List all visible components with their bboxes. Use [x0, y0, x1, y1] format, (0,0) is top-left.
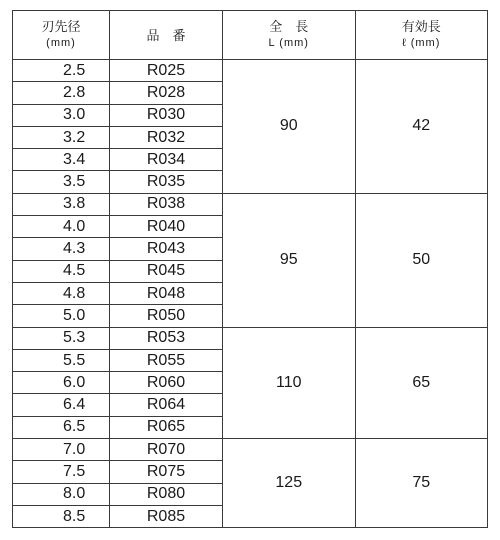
diameter-cell: 2.5 [13, 60, 110, 82]
header-total-length [223, 11, 356, 60]
part-no-cell: R032 [110, 126, 223, 148]
part-no-cell: R043 [110, 238, 223, 260]
table-row [13, 327, 488, 349]
diameter-cell: 3.0 [13, 104, 110, 126]
table-row [13, 439, 488, 461]
part-no-cell: R034 [110, 149, 223, 171]
part-no-cell: R040 [110, 216, 223, 238]
diameter-cell: 2.8 [13, 82, 110, 104]
total-length-cell: 95 [223, 193, 356, 327]
part-no-cell: R028 [110, 82, 223, 104]
table-row [13, 60, 488, 82]
part-no-cell: R065 [110, 416, 223, 438]
diameter-cell: 4.5 [13, 260, 110, 282]
effective-length-cell: 65 [355, 327, 488, 438]
header-part-no [110, 11, 223, 60]
part-no-cell: R055 [110, 349, 223, 371]
diameter-cell: 6.5 [13, 416, 110, 438]
part-no-cell: R070 [110, 439, 223, 461]
spec-table [12, 10, 488, 528]
part-no-cell: R025 [110, 60, 223, 82]
diameter-cell: 6.0 [13, 372, 110, 394]
diameter-cell: 3.5 [13, 171, 110, 193]
effective-length-cell: 42 [355, 60, 488, 194]
total-length-cell: 90 [223, 60, 356, 194]
part-no-cell: R045 [110, 260, 223, 282]
diameter-cell: 4.3 [13, 238, 110, 260]
header-part-no-label: 品 番 [146, 27, 186, 43]
diameter-cell: 4.0 [13, 216, 110, 238]
diameter-cell: 8.0 [13, 483, 110, 505]
header-total-length-unit: L (mm) [268, 37, 309, 49]
diameter-cell: 5.5 [13, 349, 110, 371]
part-no-cell: R035 [110, 171, 223, 193]
part-no-cell: R080 [110, 483, 223, 505]
part-no-cell: R085 [110, 505, 223, 527]
diameter-cell: 8.5 [13, 505, 110, 527]
part-no-cell: R038 [110, 193, 223, 215]
diameter-cell: 4.8 [13, 282, 110, 304]
header-row [13, 11, 488, 60]
header-total-length-label: 全 長 [269, 19, 309, 34]
diameter-cell: 5.3 [13, 327, 110, 349]
part-no-cell: R075 [110, 461, 223, 483]
table-body [13, 60, 488, 528]
diameter-cell: 7.5 [13, 461, 110, 483]
part-no-cell: R053 [110, 327, 223, 349]
diameter-cell: 5.0 [13, 305, 110, 327]
part-no-cell: R060 [110, 372, 223, 394]
part-no-cell: R048 [110, 282, 223, 304]
effective-length-cell: 75 [355, 439, 488, 528]
part-no-cell: R064 [110, 394, 223, 416]
header-effective-length [355, 11, 488, 60]
diameter-cell: 6.4 [13, 394, 110, 416]
header-effective-length-label: 有効長 [401, 19, 441, 34]
total-length-cell: 110 [223, 327, 356, 438]
header-diameter-unit: (mm) [46, 37, 76, 49]
header-effective-length-unit: ℓ (mm) [402, 37, 441, 49]
diameter-cell: 3.8 [13, 193, 110, 215]
diameter-cell: 3.2 [13, 126, 110, 148]
table-row [13, 193, 488, 215]
diameter-cell: 3.4 [13, 149, 110, 171]
part-no-cell: R030 [110, 104, 223, 126]
diameter-cell: 7.0 [13, 439, 110, 461]
header-diameter [13, 11, 110, 60]
total-length-cell: 125 [223, 439, 356, 528]
header-diameter-label: 刃先径 [41, 19, 81, 34]
effective-length-cell: 50 [355, 193, 488, 327]
part-no-cell: R050 [110, 305, 223, 327]
